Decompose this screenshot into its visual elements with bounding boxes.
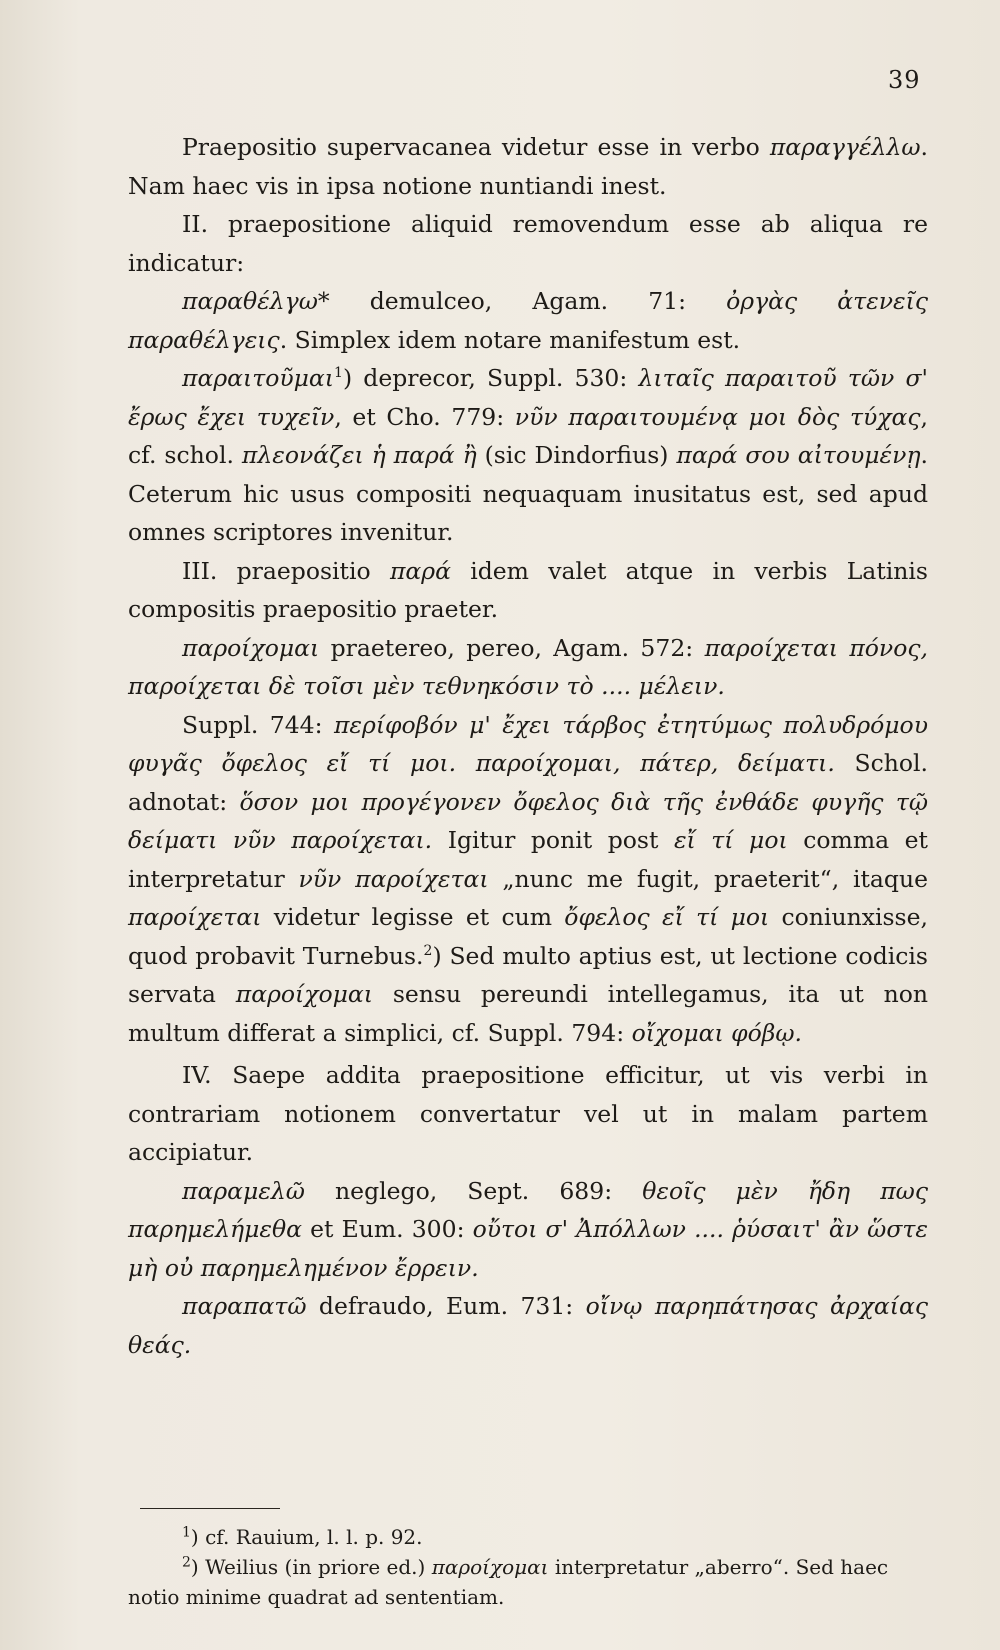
text-span: sensu pereundi intellegamus, ita ut non multum differat a simplici, cf. Suppl. 794: [128, 980, 928, 1047]
greek-term: παραθέλγω [182, 287, 318, 315]
text-span: ) Weilius (in priore ed.) [190, 1555, 432, 1579]
paragraph-5 [128, 552, 928, 629]
text-span: defraudo, Eum. 731: [306, 1292, 586, 1320]
footnote-2 [128, 1552, 938, 1612]
greek-term: παροίχομαι [431, 1555, 549, 1579]
text-span: et Eum. 300: [301, 1215, 473, 1243]
paragraph-6 [128, 629, 928, 706]
text-span: idem valet atque in verbis Latinis compositis praepositio praeter. [128, 556, 928, 623]
paragraph-3 [128, 282, 928, 359]
text-span: . Ceterum hic usus compositi nequaquam inusitatus est, sed apud omnes scriptores invenitur. [128, 441, 929, 546]
text-span: (sic Dindorfius) [476, 441, 677, 469]
text-span: ) deprecor, Suppl. 530: [342, 364, 639, 392]
greek-term: παραπατῶ [182, 1292, 307, 1320]
text-span: neglego, Sept. 689: [304, 1176, 643, 1205]
greek-quote: παροίχεται πόνος, παροίχεται δὲ τοῖσι μὲν τεθνηκόσιν τὸ .... μέλειν. [128, 633, 928, 700]
text-span: comma et interpretatur [128, 826, 928, 893]
paragraph-4 [128, 359, 928, 552]
text-span: , et Cho. 779: [334, 402, 515, 431]
text-span: Suppl. 744: [182, 710, 334, 739]
paragraph-8: IV. Saepe addita praepositione efficitur, ut vis verbi in contrariam notionem convertatur vel ut in malam partem accipiatur. [128, 1061, 928, 1166]
greek-quote: πλεονάζει ἡ παρά ἢ [241, 441, 477, 469]
footnotes [128, 1522, 938, 1612]
text-span: ) Sed multo aptius est, ut lectione codicis servata [128, 941, 928, 1008]
paragraph-7 [128, 706, 928, 1053]
greek-term: παραμελῶ [182, 1176, 305, 1205]
text-span: Praepositio supervacanea videtur esse in verbo [182, 133, 770, 161]
text-span: . Nam haec vis in ipsa notione nuntiandi inest. [128, 133, 928, 200]
text-span: „nunc me fugit, praeterit“, itaque [488, 864, 929, 893]
text-span: * demulceo, Agam. 71: [317, 287, 727, 315]
greek-term: παραιτοῦμαι [182, 364, 335, 392]
greek-term: παροίχομαι [182, 633, 320, 662]
text-span: Igitur ponit post [432, 826, 674, 854]
text-span: interpretatur „aberro“. Sed haec notio minime quadrat ad sententiam. [128, 1555, 889, 1609]
main-text [128, 128, 928, 1364]
greek-term: παραγγέλλω [769, 133, 921, 161]
greek-quote: εἴ τί μοι [673, 826, 788, 854]
paragraph-10 [128, 1287, 928, 1364]
greek-quote: οἴνῳ παρηπάτησας ἀρχαίας θεάς. [128, 1292, 928, 1359]
greek-quote: ὅσον μοι προγέγονεν ὄφελος διὰ τῆς ἐνθάδε φυγῆς τῷ δείματι νῦν παροίχεται. [128, 787, 928, 854]
greek-term: παροίχομαι [235, 980, 374, 1008]
greek-quote: θεοῖς μὲν ἤδη πως παρημελήμεθα [128, 1176, 928, 1243]
text-span: III. praepositio [182, 556, 390, 585]
greek-quote: ὄφελος εἴ τί μοι [564, 903, 770, 931]
text-span: praetereo, pereo, Agam. 572: [319, 633, 705, 662]
footnote-divider [140, 1508, 280, 1509]
footnote-mark: 2 [182, 1554, 191, 1571]
paragraph-1 [128, 128, 928, 205]
paragraph-2: II. praepositione aliquid removendum esse ab aliqua re indicatur: [128, 210, 928, 277]
greek-term: παροίχεται [128, 903, 262, 931]
greek-quote: νῦν παροίχεται [298, 864, 489, 893]
greek-quote: οἴχομαι φόβῳ. [631, 1018, 803, 1047]
greek-quote: λιταῖς παραιτοῦ τῶν σ' ἔρως ἔχει τυχεῖν [128, 364, 928, 431]
text-span: coniunxisse, quod probavit Turnebus. [128, 903, 928, 970]
page-number: 39 [888, 66, 921, 94]
text-span: , cf. schol. [128, 402, 928, 469]
greek-quote: παρά σου αἰτουμένῃ [676, 441, 921, 469]
footnote-ref: 1 [334, 365, 343, 382]
footnote-1 [128, 1522, 938, 1552]
text-span: ) cf. Rauium, l. l. p. 92. [190, 1525, 423, 1549]
text-span: Schol. adnotat: [128, 749, 928, 816]
greek-quote: οὔτοι σ' Ἀπόλλων .... ῥύσαιτ' ἂν ὥστε μὴ οὐ παρημελημένον ἔρρειν. [128, 1215, 928, 1282]
greek-quote: περίφοβόν μ' ἔχει τάρβος ἐτητύμως πολυδρόμου φυγᾶς ὄφελος εἴ τί μοι. παροίχομαι, πάτερ, δείματι. [128, 710, 928, 777]
text-span: . Simplex idem notare manifestum est. [279, 325, 741, 354]
footnote-ref: 2 [423, 942, 433, 959]
paragraph-9 [128, 1172, 928, 1288]
greek-term: παρά [389, 556, 451, 585]
text-span: videtur legisse et cum [261, 903, 565, 931]
footnote-mark: 1 [182, 1524, 191, 1541]
greek-quote: ὀργὰς ἀτενεῖς παραθέλγεις [128, 287, 928, 354]
greek-quote: νῦν παραιτουμένᾳ μοι δὸς τύχας [514, 402, 921, 431]
